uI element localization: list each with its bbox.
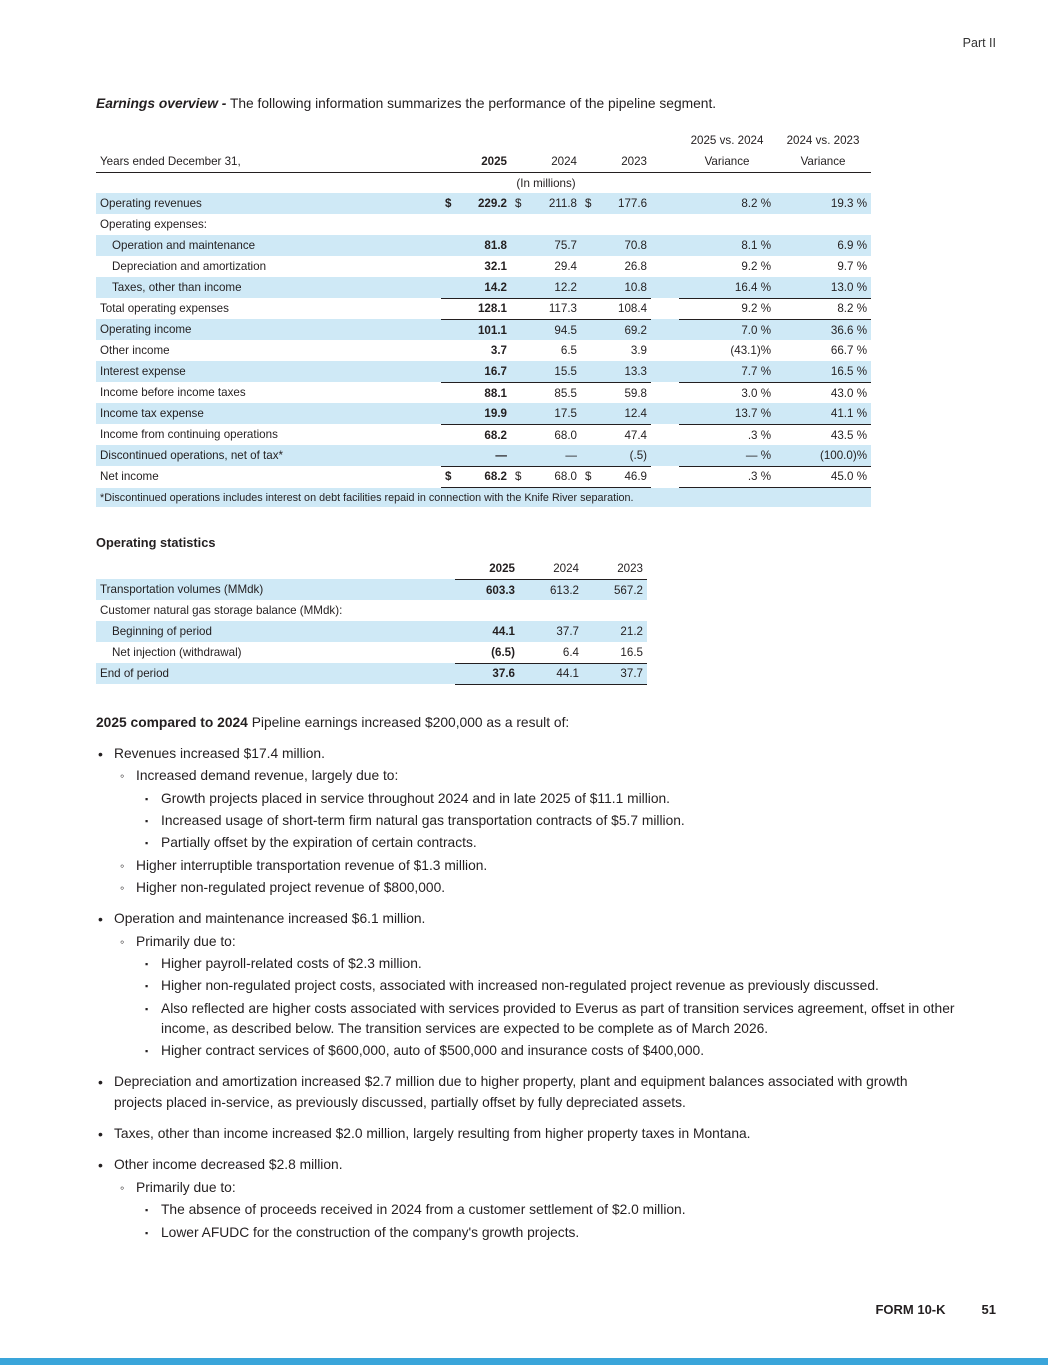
bullet-text: Primarily due to: xyxy=(136,1180,236,1196)
row-label: Income before income taxes xyxy=(100,386,246,400)
variance-2025-vs-2024: .3 % xyxy=(747,428,772,442)
column-gap xyxy=(651,193,679,214)
currency-symbol xyxy=(441,445,457,466)
footnote-row xyxy=(96,487,871,507)
bullet-item xyxy=(98,1124,958,1145)
value-2024: 117.3 xyxy=(527,298,581,319)
bullet-marker: ▪ xyxy=(145,1046,149,1057)
years-ended-label: Years ended December 31, xyxy=(96,151,441,172)
part-label: Part II xyxy=(962,36,996,50)
value-2023: 10.8 xyxy=(597,277,651,298)
value-cell: 37.7 xyxy=(583,663,647,684)
variance-2024-vs-2023: 13.0 % xyxy=(775,277,871,298)
value-2025: 32.1 xyxy=(484,260,507,274)
row-label: End of period xyxy=(96,663,455,684)
value-2023: (.5) xyxy=(597,445,651,466)
variance-2025-vs-2024: 3.0 % xyxy=(741,386,772,400)
bullet-text: Operation and maintenance increased $6.1 million. xyxy=(114,911,426,927)
column-gap xyxy=(651,424,679,445)
spacer-cell xyxy=(96,172,441,193)
intro-bold: Earnings overview - xyxy=(96,96,227,111)
bullet-text: Also reflected are higher costs associated with services provided to Everus as part of transition services agreement, offset in other income, as described below. The transition services are expected to be complete as of March 2026. xyxy=(161,1000,955,1036)
value-2025: 88.1 xyxy=(484,386,507,400)
column-gap xyxy=(651,340,679,361)
value-2023: 3.9 xyxy=(630,344,648,358)
variance-2025-vs-2024: 7.7 % xyxy=(679,361,775,382)
currency-symbol xyxy=(441,319,457,340)
currency-symbol xyxy=(581,361,597,382)
currency-symbol xyxy=(511,235,527,256)
column-gap xyxy=(651,130,679,151)
bullet-text: Higher payroll-related costs of $2.3 million. xyxy=(161,955,422,971)
value-2023: 26.8 xyxy=(624,260,648,274)
bullet-item xyxy=(120,766,958,786)
column-gap xyxy=(651,298,679,319)
bullet-item xyxy=(145,811,958,831)
value-cell: 44.1 xyxy=(455,621,519,642)
variance-2025-vs-2024: .3 % xyxy=(679,466,775,487)
row-label: Net income xyxy=(100,470,159,484)
bullet-marker: ▪ xyxy=(145,838,149,849)
variance-group-2: 2024 vs. 2023 xyxy=(786,134,860,148)
bullet-marker: ◦ xyxy=(120,934,125,949)
currency-symbol xyxy=(511,424,527,445)
stats-year-2025: 2025 xyxy=(455,558,519,579)
currency-symbol xyxy=(441,277,457,298)
row-label: Other income xyxy=(100,344,170,358)
value-2024: 85.5 xyxy=(554,386,577,400)
currency-symbol xyxy=(511,403,527,424)
value-2023: 47.4 xyxy=(624,428,648,442)
value-cell: 567.2 xyxy=(583,579,647,600)
variance-2025-vs-2024: 9.2 % xyxy=(741,260,772,274)
earnings-row xyxy=(96,361,871,382)
value-2024: 15.5 xyxy=(527,361,581,382)
row-label: Net injection (withdrawal) xyxy=(112,646,242,660)
bullet-text: Growth projects placed in service throughout 2024 and in late 2025 of $11.1 million. xyxy=(161,790,671,806)
value-2023: 177.6 xyxy=(597,193,651,214)
variance-2024-vs-2023: 6.9 % xyxy=(775,235,871,256)
value-2025: 68.2 xyxy=(457,466,511,487)
table-footnote: *Discontinued operations includes interest on debt facilities repaid in connection with the Knife River separation. xyxy=(96,487,871,507)
bullet-text: Increased usage of short-term firm natural gas transportation contracts of $5.7 million. xyxy=(161,812,685,828)
value-2025: 128.1 xyxy=(457,298,511,319)
value-2023: 108.4 xyxy=(597,298,651,319)
currency-symbol xyxy=(581,382,597,403)
bullet-marker: • xyxy=(98,1157,103,1174)
page-number: 51 xyxy=(981,1302,996,1317)
currency-symbol xyxy=(511,445,527,466)
row-label: Total operating expenses xyxy=(100,302,229,316)
bullet-marker: ◦ xyxy=(120,769,125,784)
variance-2025-vs-2024: 9.2 % xyxy=(679,298,775,319)
operating-statistics-title: Operating statistics xyxy=(96,535,216,551)
variance-group-header-row xyxy=(96,130,871,151)
row-label: Customer natural gas storage balance (MMdk): xyxy=(100,604,343,618)
currency-symbol xyxy=(441,340,457,361)
currency-symbol xyxy=(511,361,527,382)
currency-symbol xyxy=(581,424,597,445)
value-cell: 6.4 xyxy=(519,642,583,663)
row-label: Taxes, other than income xyxy=(96,277,441,298)
row-label: Discontinued operations, net of tax* xyxy=(96,445,441,466)
value-2023: 12.4 xyxy=(597,403,651,424)
bullet-text: The absence of proceeds received in 2024 from a customer settlement of $2.0 million. xyxy=(161,1202,686,1218)
earnings-row xyxy=(96,340,871,361)
variance-group-1: 2025 vs. 2024 xyxy=(690,134,764,148)
row-label: Operating income xyxy=(96,319,441,340)
earnings-row xyxy=(96,424,871,445)
value-2025: 14.2 xyxy=(457,277,511,298)
bullet-text: Higher contract services of $600,000, auto of $500,000 and insurance costs of $400,000. xyxy=(161,1043,705,1059)
currency-symbol: $ xyxy=(441,193,457,214)
earnings-row xyxy=(96,256,871,277)
value-2023: 46.9 xyxy=(597,466,651,487)
row-label: Income tax expense xyxy=(96,403,441,424)
column-gap xyxy=(651,319,679,340)
column-gap xyxy=(651,151,679,172)
column-gap xyxy=(651,361,679,382)
value-2025: 19.9 xyxy=(457,403,511,424)
bullet-text: Higher non-regulated project costs, associated with increased non-regulated project revenue as previously discussed. xyxy=(161,978,879,994)
bullet-marker: ◦ xyxy=(120,858,125,873)
variance-2025-vs-2024: 13.7 % xyxy=(679,403,775,424)
variance-2024-vs-2023: 66.7 % xyxy=(830,344,868,358)
value-2024: 12.2 xyxy=(527,277,581,298)
value-cell xyxy=(455,600,519,621)
page-content xyxy=(96,0,958,1243)
earnings-row xyxy=(96,319,871,340)
value-2024: 94.5 xyxy=(527,319,581,340)
earnings-row xyxy=(96,466,871,487)
row-label: Beginning of period xyxy=(96,621,455,642)
bullet-marker: ▪ xyxy=(145,1003,149,1014)
stats-row xyxy=(96,642,647,663)
currency-symbol xyxy=(441,382,457,403)
currency-symbol xyxy=(511,214,527,235)
value-2025 xyxy=(457,214,511,235)
column-gap xyxy=(651,256,679,277)
currency-symbol xyxy=(511,340,527,361)
earnings-row xyxy=(96,214,871,235)
currency-symbol xyxy=(441,424,457,445)
variance-2024-vs-2023: 16.5 % xyxy=(775,361,871,382)
currency-symbol: $ xyxy=(511,193,527,214)
spacer-cell xyxy=(679,172,775,193)
currency-symbol xyxy=(441,403,457,424)
earnings-row xyxy=(96,193,871,214)
earnings-row xyxy=(96,298,871,319)
value-2025: 16.7 xyxy=(457,361,511,382)
units-row xyxy=(96,172,871,193)
variance-2024-vs-2023: 45.0 % xyxy=(775,466,871,487)
value-2023: 59.8 xyxy=(624,386,648,400)
currency-symbol xyxy=(581,298,597,319)
variance-2025-vs-2024: 7.0 % xyxy=(679,319,775,340)
value-2025: 101.1 xyxy=(457,319,511,340)
year-2025-header: 2025 xyxy=(441,151,511,172)
earnings-row xyxy=(96,382,871,403)
bullet-marker: ▪ xyxy=(145,1205,149,1216)
bullet-marker: • xyxy=(98,911,103,928)
column-gap xyxy=(651,172,679,193)
bullet-item xyxy=(145,789,958,809)
bullet-text: Higher non-regulated project revenue of $800,000. xyxy=(136,879,446,895)
bullet-list xyxy=(96,744,958,1243)
bullet-marker: ▪ xyxy=(145,793,149,804)
value-2024: 68.0 xyxy=(527,466,581,487)
bullet-item xyxy=(145,833,958,853)
earnings-row xyxy=(96,277,871,298)
column-gap xyxy=(651,235,679,256)
value-2024: — xyxy=(527,445,581,466)
year-2024-header: 2024 xyxy=(511,151,581,172)
currency-symbol xyxy=(581,340,597,361)
column-gap xyxy=(651,277,679,298)
currency-symbol xyxy=(441,361,457,382)
value-cell xyxy=(519,600,583,621)
bullet-marker: ◦ xyxy=(120,880,125,895)
bottom-accent-bar xyxy=(0,1358,1048,1365)
comparison-heading-text: Pipeline earnings increased $200,000 as a result of: xyxy=(247,714,570,730)
bullet-marker: • xyxy=(98,1074,103,1091)
variance-2024-vs-2023: 9.7 % xyxy=(837,260,868,274)
row-label: Operating expenses: xyxy=(100,218,207,232)
currency-symbol xyxy=(511,277,527,298)
currency-symbol xyxy=(441,256,457,277)
bullet-text: Partially offset by the expiration of certain contracts. xyxy=(161,835,477,851)
value-2023: 70.8 xyxy=(597,235,651,256)
bullet-text: Taxes, other than income increased $2.0 million, largely resulting from higher property taxes in Montana. xyxy=(114,1125,751,1141)
spacer-cell xyxy=(96,130,651,151)
bullet-item xyxy=(98,1155,958,1176)
value-cell: 37.7 xyxy=(519,621,583,642)
year-2023-header: 2023 xyxy=(581,151,651,172)
variance-2024-vs-2023: 41.1 % xyxy=(775,403,871,424)
value-2024: 211.8 xyxy=(527,193,581,214)
bullet-text: Other income decreased $2.8 million. xyxy=(114,1157,343,1173)
variance-2024-vs-2023: 43.0 % xyxy=(830,386,868,400)
value-cell: 37.6 xyxy=(455,663,519,684)
row-label: Operation and maintenance xyxy=(96,235,441,256)
variance-label-1: Variance xyxy=(679,151,775,172)
stats-row xyxy=(96,663,647,684)
earnings-overview-intro xyxy=(96,94,958,113)
currency-symbol xyxy=(581,256,597,277)
bullet-item xyxy=(120,932,958,952)
currency-symbol: $ xyxy=(511,466,527,487)
bullet-item xyxy=(98,909,958,930)
bullet-marker: ▪ xyxy=(145,958,149,969)
value-2025: — xyxy=(457,445,511,466)
bullet-item xyxy=(145,999,958,1040)
stats-row xyxy=(96,621,647,642)
earnings-row xyxy=(96,235,871,256)
stats-year-2024: 2024 xyxy=(519,558,583,579)
value-cell: 613.2 xyxy=(519,579,583,600)
value-2024: 17.5 xyxy=(527,403,581,424)
value-2025: 229.2 xyxy=(457,193,511,214)
value-cell: (6.5) xyxy=(455,642,519,663)
variance-label-2: Variance xyxy=(775,151,871,172)
earnings-row xyxy=(96,403,871,424)
bullet-item xyxy=(120,878,958,898)
variance-2025-vs-2024: 16.4 % xyxy=(679,277,775,298)
currency-symbol: $ xyxy=(441,466,457,487)
variance-2024-vs-2023: 36.6 % xyxy=(775,319,871,340)
bullet-text: Depreciation and amortization increased $2.7 million due to higher property, plant and equipment balances associated with growth projects placed in-service, as previously discussed, partially offset by fully depreciated assets. xyxy=(114,1074,908,1110)
value-2024: 29.4 xyxy=(554,260,577,274)
bullet-marker: ▪ xyxy=(145,1227,149,1238)
currency-symbol xyxy=(441,298,457,319)
bullet-text: Increased demand revenue, largely due to: xyxy=(136,768,399,784)
value-cell: 603.3 xyxy=(455,579,519,600)
bullet-text: Higher interruptible transportation revenue of $1.3 million. xyxy=(136,857,488,873)
year-header-row xyxy=(96,151,871,172)
currency-symbol xyxy=(441,214,457,235)
bullet-text: Revenues increased $17.4 million. xyxy=(114,745,325,761)
currency-symbol xyxy=(441,235,457,256)
value-cell: 44.1 xyxy=(519,663,583,684)
intro-text: The following information summarizes the performance of the pipeline segment. xyxy=(226,96,717,111)
currency-symbol xyxy=(581,214,597,235)
bullet-item xyxy=(98,744,958,765)
earnings-table xyxy=(96,130,871,507)
variance-2025-vs-2024: 8.2 % xyxy=(679,193,775,214)
bullet-text: Primarily due to: xyxy=(136,933,236,949)
bullet-marker: • xyxy=(98,745,103,762)
comparison-heading xyxy=(96,713,958,733)
variance-2025-vs-2024: 8.1 % xyxy=(679,235,775,256)
variance-2024-vs-2023: 43.5 % xyxy=(830,428,868,442)
variance-2025-vs-2024: (43.1)% xyxy=(730,344,772,358)
variance-2024-vs-2023: 8.2 % xyxy=(775,298,871,319)
value-2025: 68.2 xyxy=(484,428,507,442)
column-gap xyxy=(651,214,679,235)
variance-2024-vs-2023: (100.0)% xyxy=(775,445,871,466)
earnings-row xyxy=(96,445,871,466)
page-footer xyxy=(875,1302,996,1317)
value-2023 xyxy=(597,214,651,235)
value-cell: 16.5 xyxy=(583,642,647,663)
currency-symbol xyxy=(581,319,597,340)
row-label: Operating revenues xyxy=(96,193,441,214)
value-2023: 13.3 xyxy=(597,361,651,382)
currency-symbol xyxy=(511,319,527,340)
value-2025: 3.7 xyxy=(490,344,507,358)
row-label: Income from continuing operations xyxy=(100,428,278,442)
bullet-marker: ◦ xyxy=(120,1181,125,1196)
bullet-item xyxy=(98,1072,958,1113)
row-label: Depreciation and amortization xyxy=(112,260,267,274)
value-cell: 21.2 xyxy=(583,621,647,642)
currency-symbol: $ xyxy=(581,466,597,487)
variance-2024-vs-2023: 19.3 % xyxy=(775,193,871,214)
value-2025: 81.8 xyxy=(457,235,511,256)
comparison-heading-bold: 2025 compared to 2024 xyxy=(96,714,248,730)
stats-row xyxy=(96,600,647,621)
column-gap xyxy=(651,382,679,403)
currency-symbol xyxy=(581,235,597,256)
value-2023: 69.2 xyxy=(597,319,651,340)
currency-symbol xyxy=(581,277,597,298)
column-gap xyxy=(651,445,679,466)
value-cell xyxy=(583,600,647,621)
bullet-item xyxy=(145,954,958,974)
units-label: (In millions) xyxy=(516,176,576,190)
bullet-item xyxy=(145,1223,958,1243)
stats-year-2023: 2023 xyxy=(583,558,647,579)
value-2024: 75.7 xyxy=(527,235,581,256)
value-2024: 68.0 xyxy=(554,428,577,442)
variance-2024-vs-2023 xyxy=(775,214,871,235)
value-2024 xyxy=(527,214,581,235)
variance-2025-vs-2024: — % xyxy=(679,445,775,466)
bullet-marker: ▪ xyxy=(145,981,149,992)
bullet-item xyxy=(120,1178,958,1198)
currency-symbol xyxy=(581,445,597,466)
column-gap xyxy=(651,403,679,424)
bullet-item xyxy=(145,1041,958,1061)
column-gap xyxy=(651,466,679,487)
currency-symbol xyxy=(511,298,527,319)
bullet-marker: ▪ xyxy=(145,815,149,826)
bullet-marker: • xyxy=(98,1125,103,1142)
currency-symbol xyxy=(511,256,527,277)
spacer-cell xyxy=(96,558,455,579)
value-2024: 6.5 xyxy=(560,344,577,358)
spacer-cell xyxy=(775,172,871,193)
operating-statistics-table xyxy=(96,558,647,685)
stats-row xyxy=(96,579,647,600)
form-label: FORM 10-K xyxy=(875,1302,946,1317)
row-label: Transportation volumes (MMdk) xyxy=(96,579,455,600)
bullet-item xyxy=(120,856,958,876)
bullet-item xyxy=(145,976,958,996)
bullet-item xyxy=(145,1200,958,1220)
stats-year-header-row xyxy=(96,558,647,579)
currency-symbol xyxy=(581,403,597,424)
currency-symbol: $ xyxy=(581,193,597,214)
bullet-text: Lower AFUDC for the construction of the company's growth projects. xyxy=(161,1224,580,1240)
variance-2025-vs-2024 xyxy=(679,214,775,235)
currency-symbol xyxy=(511,382,527,403)
row-label: Interest expense xyxy=(96,361,441,382)
